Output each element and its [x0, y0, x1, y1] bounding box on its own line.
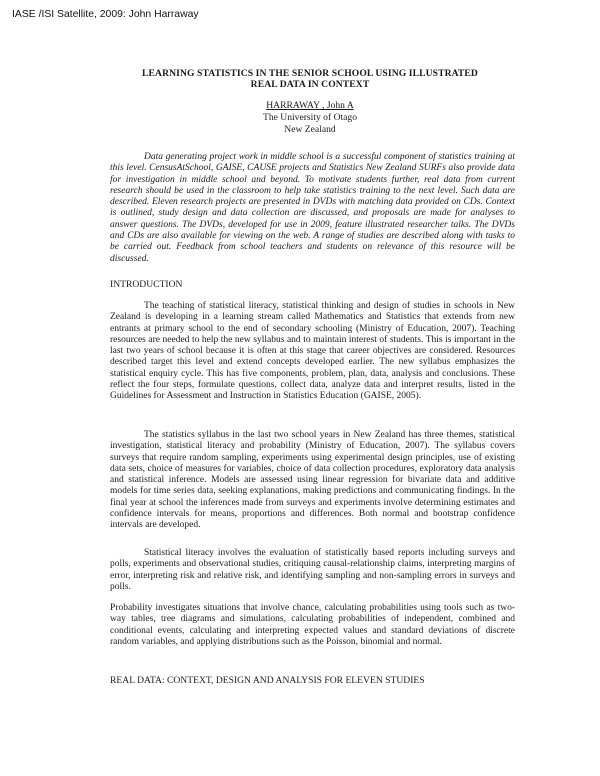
paragraph-1: The teaching of statistical literacy, statistical thinking and design of studies in schools in New Zealand is developing in a learning stream called Mathematics and Statistics that extends from new entrants at primary school to the end of secondary schooling (Ministry of Education, 2007). Teaching resources are needed to help the new syllabus and to maintain interest of students. This is important in the last two years of school because it is often at this stage that career objectives are considered. Resources described target this level and extend concepts developed earlier. The new syllabus emphasizes the statistical enquiry cycle. This has five components, problem, plan, data, analysis and conclusions. These reflect the four steps, formulate questions, collect data, analyze data and interpret results, listed in the Guidelines for Assessment and Instruction in Statistics Education (GAISE, 2005). [110, 301, 515, 402]
author-affiliation: The University of Otago [262, 112, 358, 123]
author-block [200, 100, 420, 136]
author-country: New Zealand [284, 124, 336, 135]
paper-title-line-1: LEARNING STATISTICS IN THE SENIOR SCHOOL USING ILLUSTRATED [142, 68, 478, 79]
paragraph-3: Statistical literacy involves the evaluation of statistically based reports including surveys and polls, experiments and observational studies, critiquing causal-relationship claims, interpreting margins of error, interpreting risk and relative risk, and identifying sampling and non-sampling errors in surveys and polls. [110, 548, 515, 592]
author-name: HARRAWAY , John A [266, 100, 354, 111]
section-heading-real-data: REAL DATA: CONTEXT, DESIGN AND ANALYSIS FOR ELEVEN STUDIES [110, 675, 425, 686]
paragraph-4: Probability investigates situations that involve chance, calculating probabilities using tools such as two-way tables, tree diagrams and simulations, calculating probabilities of independent, combined and conditional events, calculating and interpreting expected values and standard deviations of discrete random variables, and applying distributions such as the Poisson, binomial and normal. [110, 603, 515, 647]
abstract: Data generating project work in middle school is a successful component of statistics training at this level. CensusAtSchool, GAISE, CAUSE projects and Statistics New Zealand SURFs also provide data for investigation in middle school and beyond. To motivate students further, real data from current research should be used in the classroom to help take statistics training to the next level. Such data are described. Eleven research projects are presented in DVDs with matching data provided on CDs. Context is outlined, study design and data collection are discussed, and proposals are made for analyses to answer questions. The DVDs, developed for use in 2009, feature illustrated researcher talks. The DVDs and CDs are also available for viewing on the web. A range of studies are described along with tasks to be carried out. Feedback from school teachers and students on relevance of this resource will be discussed. [110, 152, 515, 264]
running-header: IASE /ISI Satellite, 2009: John Harraway [12, 9, 199, 20]
paragraph-2: The statistics syllabus in the last two school years in New Zealand has three themes, statistical investigation, statistical literacy and probability (Ministry of Education, 2007). The syllabus covers surveys that require random sampling, experiments using experimental design principles, use of existing data sets, choice of measures for variables, choice of data collection procedures, exploratory data analysis and statistical inference. Models are assessed using linear regression for bivariate data and additive models for time series data, seeking explanations, making predictions and communicating findings. In the final year at school the inferences made from surveys and experiments involve determining estimates and confidence intervals for means, proportions and differences. Both normal and bootstrap confidence intervals are developed. [110, 430, 515, 531]
section-heading-introduction: INTRODUCTION [110, 279, 183, 290]
paper-title-line-2: REAL DATA IN CONTEXT [250, 79, 370, 90]
paper-title [110, 68, 510, 90]
